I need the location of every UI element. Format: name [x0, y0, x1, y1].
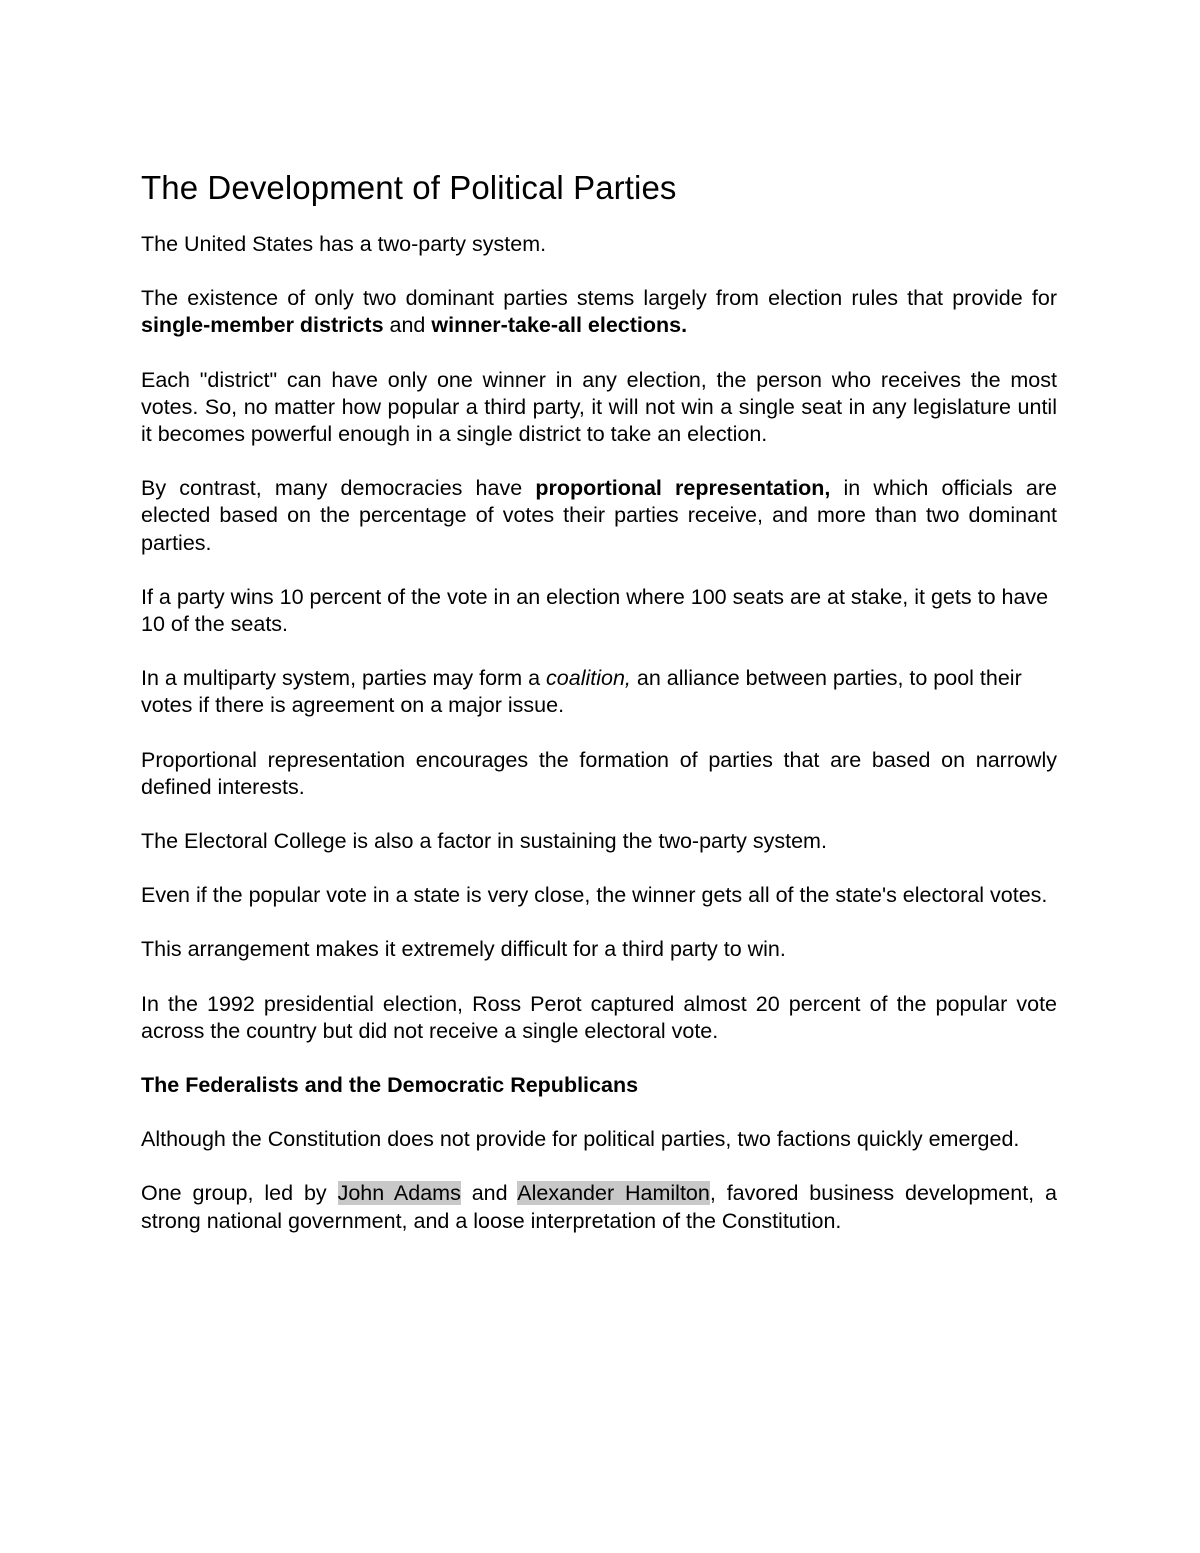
paragraph-text: By contrast, many democracies have: [141, 476, 536, 501]
paragraph-popular-vote: Even if the popular vote in a state is very close, the winner gets all of the state's electoral votes.: [141, 883, 1048, 908]
highlight-john-adams: John Adams: [337, 1181, 461, 1206]
paragraph-two-party-system: The United States has a two-party system.: [141, 232, 547, 256]
paragraph-text: One group, led by: [141, 1181, 338, 1206]
term-single-member-districts: single-member districts: [141, 313, 384, 338]
paragraph-district-winner: Each "district" can have only one winner in any election, the person who receives the most votes. So, no matter how popular a third party, it will not win a single seat in any legislature until it becomes powerful enough in a single district to take an election.: [141, 367, 1057, 447]
paragraph-text: and: [383, 313, 432, 338]
paragraph-ross-perot: In the 1992 presidential election, Ross Perot captured almost 20 percent of the popular vote across the country but did not receive a single electoral vote.: [141, 991, 1057, 1043]
paragraph-text: The existence of only two dominant parties stems largely from election rules that provide for: [141, 286, 1057, 311]
paragraph-text: , favored business development, a strong national government, and a loose interpretation of the Constitution.: [141, 1181, 1057, 1233]
paragraph-election-rules: [141, 285, 1057, 339]
paragraph-electoral-college: The Electoral College is also a factor in sustaining the two-party system.: [141, 829, 827, 854]
term-proportional-representation: proportional representation,: [535, 476, 831, 501]
section-heading: The Federalists and the Democratic Republicans: [141, 1073, 639, 1098]
document-title: The Development of Political Parties: [141, 169, 677, 206]
document-page: [141, 168, 1057, 1262]
paragraph-text: In a multiparty system, parties may form a: [141, 666, 547, 691]
paragraph-text: and: [460, 1181, 518, 1206]
paragraph-text: in which officials are elected based on the percentage of votes their parties receive, and more than two dominant parties.: [141, 476, 1057, 555]
paragraph-ten-percent: If a party wins 10 percent of the vote in an election where 100 seats are at stake, it gets to have 10 of the seats.: [141, 584, 1049, 637]
term-winner-take-all: winner-take-all elections.: [431, 313, 688, 338]
paragraph-factions: Although the Constitution does not provide for political parties, two factions quickly emerged.: [141, 1127, 1020, 1152]
paragraph-narrow-interests: Proportional representation encourages the formation of parties that are based on narrowly defined interests.: [141, 747, 1057, 799]
term-coalition: coalition,: [546, 666, 631, 691]
paragraph-proportional-representation: [141, 475, 1057, 557]
paragraph-coalition: [141, 665, 1057, 719]
paragraph-federalists: [141, 1180, 1057, 1234]
paragraph-third-party: This arrangement makes it extremely difficult for a third party to win.: [141, 937, 786, 962]
highlight-alexander-hamilton: Alexander Hamilton: [517, 1181, 710, 1206]
paragraph-text: an alliance between parties, to pool their votes if there is agreement on a major issue.: [141, 666, 1022, 718]
